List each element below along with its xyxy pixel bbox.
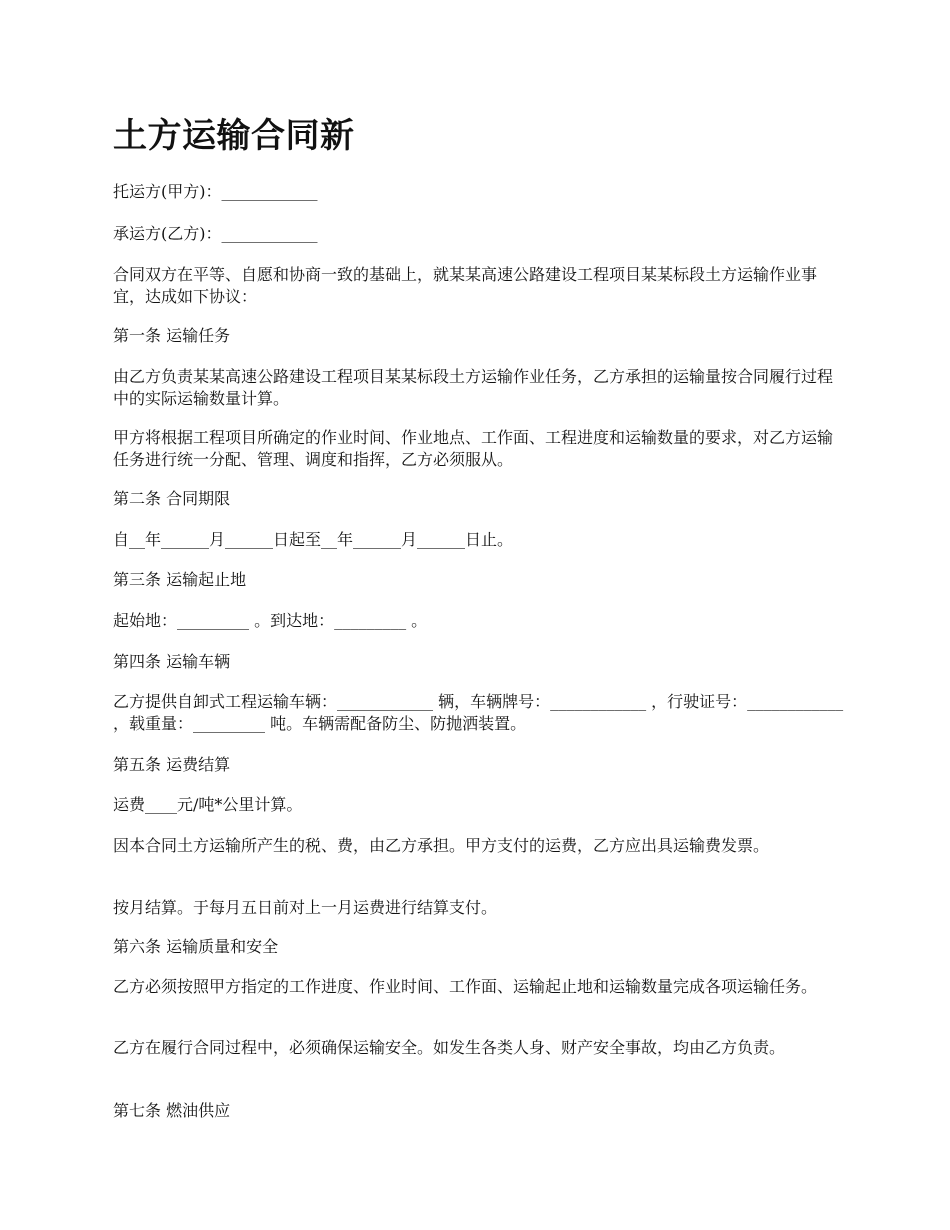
document-title: 土方运输合同新 [113, 116, 355, 156]
freight-rate-line: 运费____元/吨*公里计算。 [113, 795, 303, 814]
section-1-paragraph-1: 由乙方负责某某高速公路建设工程项目某某标段土方运输作业任务，乙方承担的运输量按合同履行过程中的实际运输数量计算。 [113, 367, 834, 408]
section-heading-5: 第五条 运费结算 [113, 755, 231, 774]
tax-paragraph: 因本合同土方运输所产生的税、费，由乙方承担。甲方支付的运费，乙方应出具运输费发票。 [113, 836, 770, 855]
settlement-line: 按月结算。于每月五日前对上一月运费进行结算支付。 [113, 898, 498, 917]
section-1-paragraph-2: 甲方将根据工程项目所确定的作业时间、作业地点、工作面、工程进度和运输数量的要求，对乙方运输任务进行统一分配、管理、调度和指挥，乙方必须服从。 [113, 428, 834, 469]
vehicle-paragraph: 乙方提供自卸式工程运输车辆：____________ 辆，车辆牌号：____________ ，行驶证号：____________ ，载重量：_________ 吨。车辆需配备防尘、防抛洒装置。 [113, 692, 844, 733]
origin-destination-line: 起始地：_________ 。到达地：_________ 。 [113, 611, 428, 630]
party-a-line: 托运方(甲方)：____________ [113, 182, 318, 201]
contract-period-line: 自__年______月______日起至__年______月______日止。 [113, 530, 514, 549]
quality-paragraph: 乙方必须按照甲方指定的工作进度、作业时间、工作面、运输起止地和运输数量完成各项运输任务。 [113, 977, 818, 996]
section-heading-2: 第二条 合同期限 [113, 489, 231, 508]
section-heading-3: 第三条 运输起止地 [113, 570, 247, 589]
preamble-paragraph: 合同双方在平等、自愿和协商一致的基础上，就某某高速公路建设工程项目某某标段土方运输作业事宜，达成如下协议： [113, 265, 818, 306]
section-heading-6: 第六条 运输质量和安全 [113, 937, 279, 956]
section-heading-4: 第四条 运输车辆 [113, 652, 231, 671]
section-heading-7: 第七条 燃油供应 [113, 1101, 231, 1120]
party-b-line: 承运方(乙方)：____________ [113, 224, 318, 243]
section-heading-1: 第一条 运输任务 [113, 326, 231, 345]
safety-paragraph: 乙方在履行合同过程中，必须确保运输安全。如发生各类人身、财产安全事故，均由乙方负责。 [113, 1038, 786, 1057]
